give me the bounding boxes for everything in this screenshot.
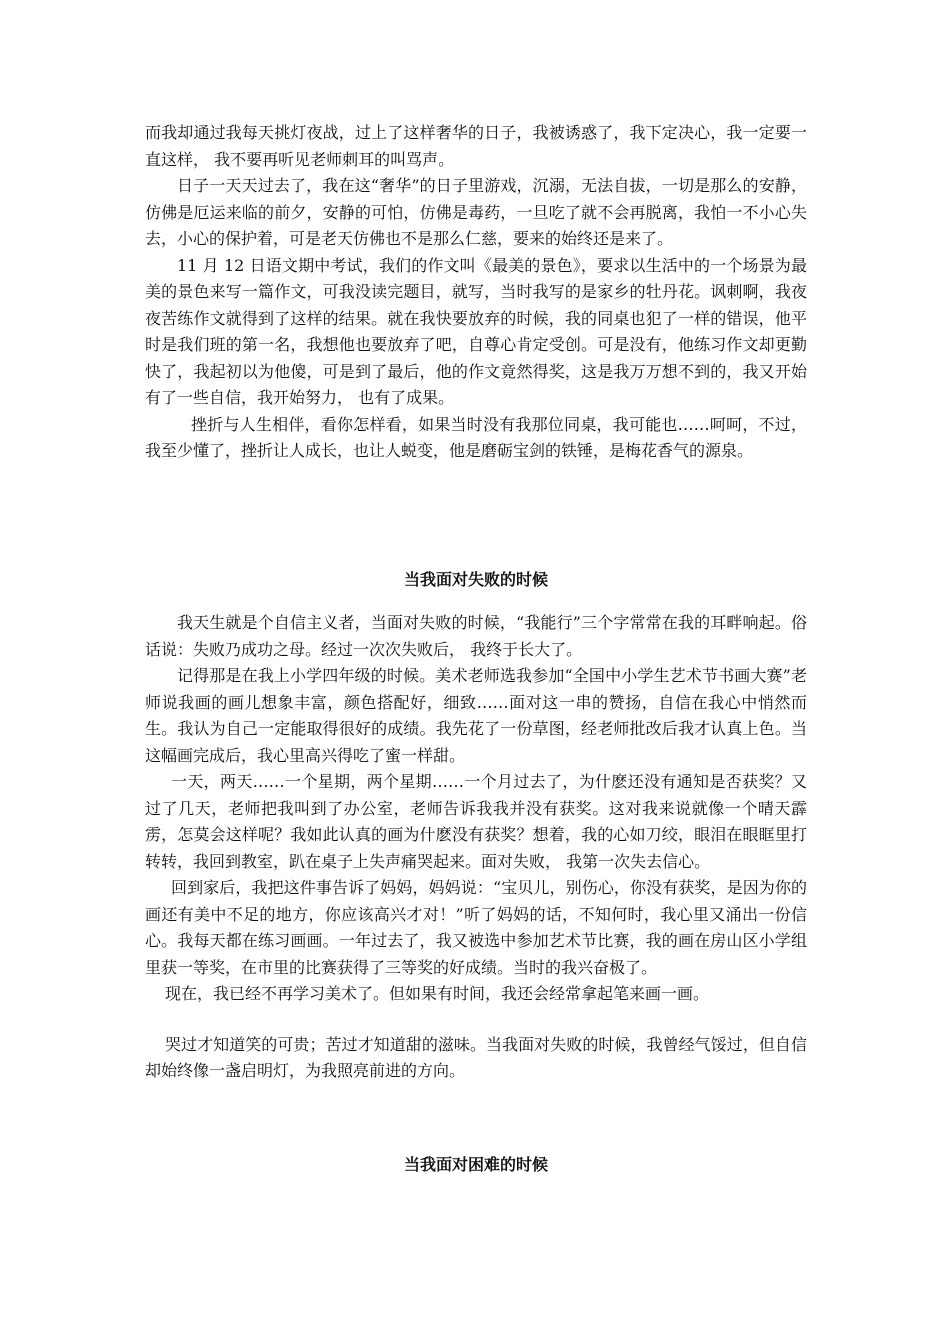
paragraph: 记得那是在我上小学四年级的时候。美术老师选我参加“全国中小学生艺术节书画大赛”老师说我画的画儿想象丰富，颜色搭配好，细致……面对这一串的赞扬，自信在我心中悄然而生。我认为自己一定能取得很好的成绩。我先花了一份草图，经老师批改后我才认真上色。当这幅画完成后，我心里高兴得吃了蜜一样甜。 <box>145 666 807 765</box>
paragraph: 而我却通过我每天挑灯夜战，过上了这样奢华的日子，我被诱惑了，我下定决心，我一定要一直这样， 我不要再听见老师刺耳的叫骂声。 <box>145 123 807 169</box>
essay-failure <box>145 610 807 1085</box>
paragraph: 11 月 12 日语文期中考试，我们的作文叫《最美的景色》，要求以生活中的一个场景为最美的景色来写一篇作文，可我没读完题目，就写，当时我写的是家乡的牡丹花。讽刺啊，我夜夜苦练作文就得到了这样的结果。就在我快要放弃的时候，我的同桌也犯了一样的错误，他平时是我们班的第一名，我想他也要放弃了吧，自尊心肯定受创。可是没有，他练习作文却更勤快了，我起初以为他傻，可是到了最后，他的作文竟然得奖，这是我万万想不到的，我又开始有了一些自信，我开始努力， 也有了成果。 <box>145 255 807 407</box>
paragraph: 回到家后，我把这件事告诉了妈妈，妈妈说：“宝贝儿，别伤心，你没有获奖，是因为你的画还有美中不足的地方，你应该高兴才对！”听了妈妈的话，不知何时，我心里又涌出一份信心。我每天都在练习画画。一年过去了，我又被选中参加艺术节比赛，我的画在房山区小学组里获一等奖，在市里的比赛获得了三等奖的好成绩。当时的我兴奋极了。 <box>145 878 807 977</box>
paragraph: 现在，我已经不再学习美术了。但如果有时间，我还会经常拿起笔来画一画。 <box>165 984 710 1003</box>
paragraph: 挫折与人生相伴，看你怎样看，如果当时没有我那位同桌，我可能也……呵呵，不过，我至少懂了，挫折让人成长，也让人蜕变，他是磨砺宝剑的铁锤，是梅花香气的源泉。 <box>145 414 807 460</box>
paragraph: 我天生就是个自信主义者，当面对失败的时候，“我能行”三个字常常在我的耳畔响起。俗话说：失败乃成功之母。经过一次次失败后， 我终于长大了。 <box>145 613 807 659</box>
paragraph: 日子一天天过去了，我在这“奢华”的日子里游戏，沉溺，无法自拔，一切是那么的安静，仿佛是厄运来临的前夕，安静的可怕，仿佛是毒药，一旦吃了就不会再脱离，我怕一不小心失去，小心的保护着，可是老天仿佛也不是那么仁慈，要来的始终还是来了。 <box>145 176 807 248</box>
paragraph: 哭过才知道笑的可贵；苦过才知道甜的滋味。当我面对失败的时候，我曾经气馁过，但自信却始终像一盏启明灯，为我照亮前进的方向。 <box>145 1034 807 1080</box>
section-title-difficulty: 当我面对困难的时候 <box>403 1155 548 1174</box>
paragraph: 一天，两天……一个星期，两个星期……一个月过去了，为什麽还没有通知是否获奖？又过了几天，老师把我叫到了办公室，老师告诉我我并没有获奖。这对我来说就像一个晴天霹雳，怎莫会这样呢？我如此认真的画为什麽没有获奖？想着，我的心如刀绞，眼泪在眼眶里打转转，我回到教室，趴在桌子上失声痛哭起来。面对失败， 我第一次失去信心。 <box>145 772 807 871</box>
essay-continuation <box>145 120 807 465</box>
section-title-failure: 当我面对失败的时候 <box>403 570 548 589</box>
